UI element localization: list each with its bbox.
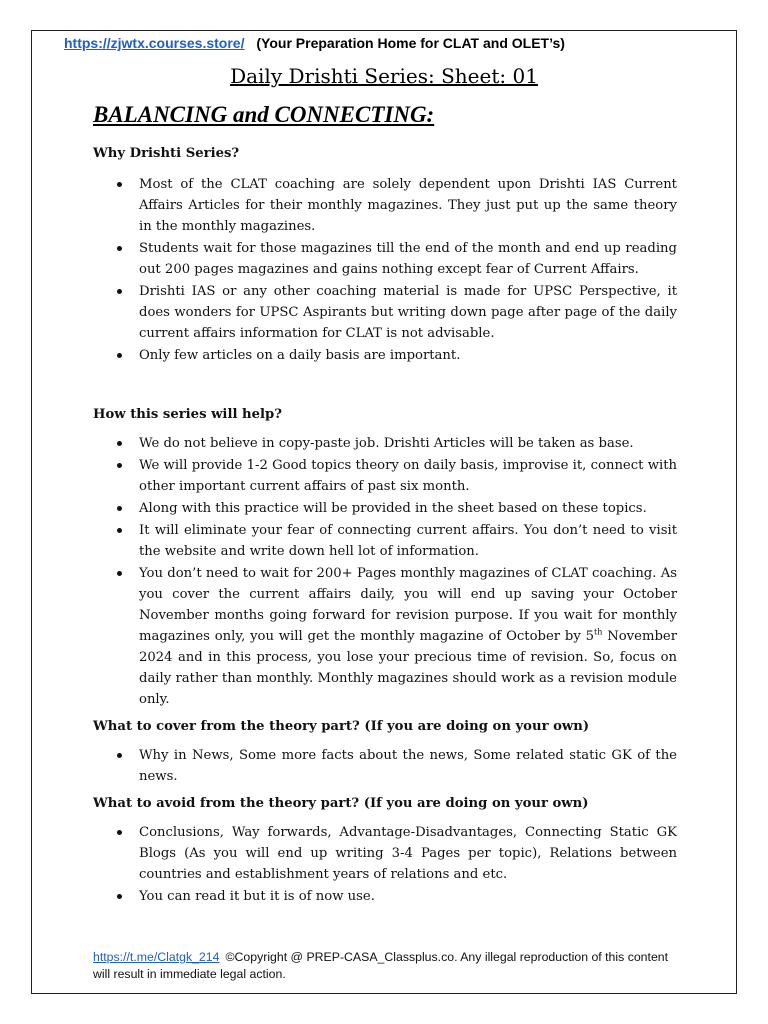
list-item: Why in News, Some more facts about the news, Some related static GK of the news. [93,745,677,787]
sheet-title-text: Daily Drishti Series: Sheet: 01 [230,64,538,88]
page-header [64,35,704,51]
list-item: You can read it but it is of now use. [93,886,677,907]
list-item-text: November 2024 and in this process, you lose your precious time of revision. So, focus on daily rather than monthly. Monthly magazines should work as a revision module only. [139,629,677,707]
website-link[interactable]: https://zjwtx.courses.store/ [64,35,245,51]
copyright-text: ©Copyright @ PREP-CASA_Classplus.co. Any illegal reproduction of this content will result in immediate legal action. [93,950,669,981]
list-item: Along with this practice will be provided in the sheet based on these topics. [93,498,677,519]
section-question: Why Drishti Series? [93,146,240,161]
list-item: We will provide 1-2 Good topics theory on daily basis, improvise it, connect with other important current affairs of past six month. [93,455,677,497]
list-item: It will eliminate your fear of connecting current affairs. You don’t need to visit the website and write down hell lot of information. [93,520,677,562]
list-item: Drishti IAS or any other coaching material is made for UPSC Perspective, it does wonders for UPSC Aspirants but writing down page after page of the daily current affairs information for CLAT is not advisable. [93,281,677,344]
document-body [93,143,677,908]
bullet-list [93,433,677,710]
list-item: Conclusions, Way forwards, Advantage-Disadvantages, Connecting Static GK Blogs (As you will end up writing 3-4 Pages per topic), Relations between countries and establishment years of relations and etc. [93,822,677,885]
page-footer [93,949,683,983]
list-item [93,563,677,710]
bullet-list [93,822,677,907]
list-item: Students wait for those magazines till the end of the month and end up reading out 200 pages magazines and gains nothing except fear of Current Affairs. [93,238,677,280]
section-question: How this series will help? [93,407,282,422]
bullet-list [93,745,677,787]
header-tagline: (Your Preparation Home for CLAT and OLET’s) [256,35,565,51]
superscript: th [594,627,603,637]
telegram-link[interactable]: https://t.me/Clatgk_214 [93,950,220,964]
section-question: What to avoid from the theory part? (If you are doing on your own) [93,796,589,811]
list-item: Most of the CLAT coaching are solely dependent upon Drishti IAS Current Affairs Articles for their monthly magazines. They just put up the same theory in the monthly magazines. [93,174,677,237]
list-item-text: You don’t need to wait for 200+ Pages monthly magazines of CLAT coaching. As you cover the current affairs daily, you will end up saving your October November months going forward for revision purpose. If you wait for monthly magazines only, you will get the monthly magazine of October by 5 [139,566,677,644]
list-item: Only few articles on a daily basis are important. [93,345,677,366]
section-question: What to cover from the theory part? (If you are doing on your own) [93,719,590,734]
bullet-list [93,174,677,366]
list-item: We do not believe in copy-paste job. Drishti Articles will be taken as base. [93,433,677,454]
main-heading: BALANCING and CONNECTING: [93,102,435,127]
sheet-title [0,64,768,88]
